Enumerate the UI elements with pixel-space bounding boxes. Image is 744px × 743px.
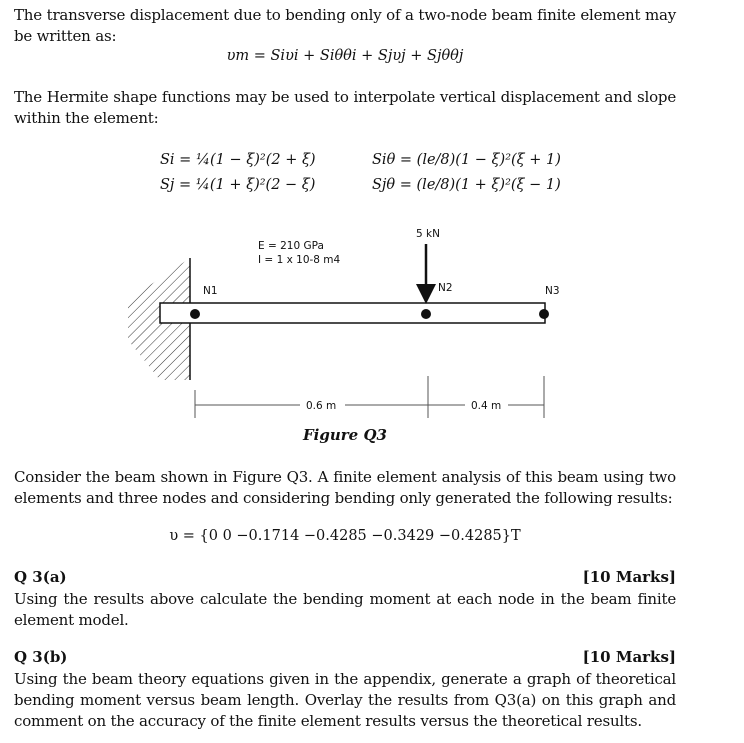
span2-label: 0.4 m xyxy=(471,400,502,412)
span1-label: 0.6 m xyxy=(306,400,337,412)
intro-text: The transverse displacement due to bending only of a two-node beam finite element may be written as: xyxy=(14,6,676,45)
hermite-text: The Hermite shape functions may be used to interpolate vertical displacement and slope within the element: xyxy=(14,88,676,127)
q3b-text: Using the beam theory equations given in the appendix, generate a graph of theoretical bending moment versus beam length. Overlay the results from Q3(a) on this graph and comment on the accuracy of the finite element results versus the theoretical results. xyxy=(14,670,676,730)
beam xyxy=(160,303,545,323)
q3b-label: Q 3(b) xyxy=(14,648,68,666)
shape-function-sitheta: Siθ = (le/8)(1 − ξ)²(ξ + 1) xyxy=(372,152,561,168)
figure-caption: Figure Q3 xyxy=(303,426,387,444)
q3b-header xyxy=(14,648,676,666)
node-n1 xyxy=(190,309,200,319)
result-vector: υ = {0 0 −0.1714 −0.4285 −0.3429 −0.4285}T xyxy=(169,528,521,544)
shape-function-sjtheta: Sjθ = (le/8)(1 + ξ)²(ξ − 1) xyxy=(372,177,561,193)
q3b-marks: [10 Marks] xyxy=(582,648,676,666)
q3a-text: Using the results above calculate the bending moment at each node in the beam finite element model. xyxy=(14,590,676,629)
displacement-equation-text: υm = Siυi + Siθθi + Sjυj + Sjθθj xyxy=(226,48,464,64)
node-n2 xyxy=(421,309,431,319)
q3a-label: Q 3(a) xyxy=(14,568,67,586)
load-label: 5 kN xyxy=(416,228,440,240)
problem-text: Consider the beam shown in Figure Q3. A finite element analysis of this beam using two elements and three nodes and considering bending only generated the following results: xyxy=(14,468,676,507)
node-n1-label: N1 xyxy=(203,285,218,297)
q3a-marks: [10 Marks] xyxy=(582,568,676,586)
node-n3 xyxy=(539,309,549,319)
modulus-label: E = 210 GPa xyxy=(258,240,324,252)
q3a-header xyxy=(14,568,676,586)
node-n2-label: N2 xyxy=(438,282,453,294)
node-n3-label: N3 xyxy=(545,285,560,297)
shape-function-sj: Sj = ¼(1 + ξ)²(2 − ξ) xyxy=(160,177,316,193)
shape-function-si: Si = ¼(1 − ξ)²(2 + ξ) xyxy=(160,152,316,168)
inertia-label: I = 1 x 10-8 m4 xyxy=(258,254,341,266)
